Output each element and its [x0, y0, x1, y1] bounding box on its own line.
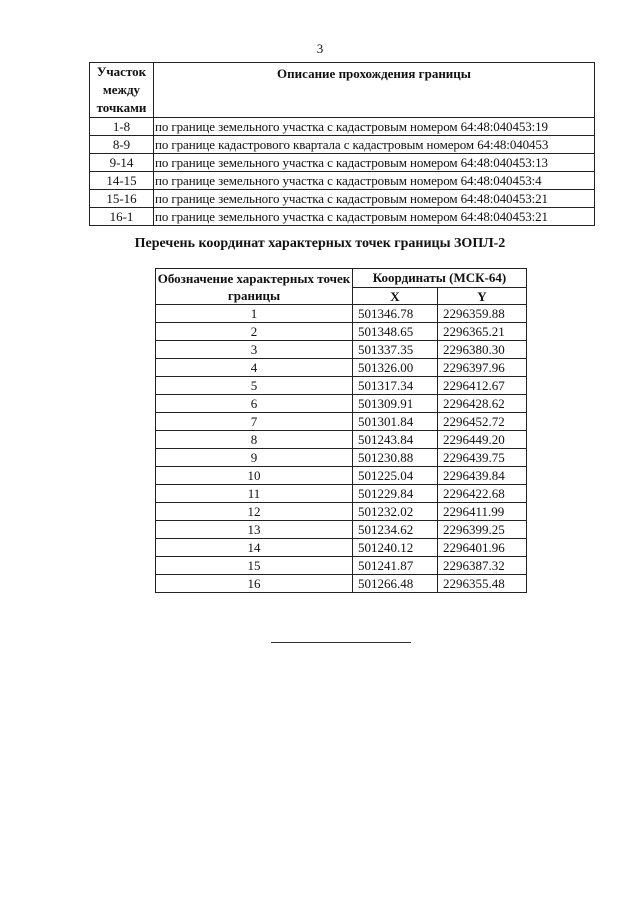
- description-cell: по границе земельного участка с кадастровым номером 64:48:040453:19: [154, 118, 595, 136]
- x-cell: 501266.48: [353, 575, 438, 593]
- point-header: Обозначение характерных точек границы: [156, 269, 353, 305]
- page-number: 3: [316, 41, 324, 56]
- description-cell: по границе кадастрового квартала с кадастровым номером 64:48:040453: [154, 136, 595, 154]
- table-row: [156, 305, 527, 323]
- table-row: [156, 521, 527, 539]
- segment-cell: 16-1: [90, 208, 154, 226]
- coordinates-table: [155, 268, 527, 593]
- y-cell: 2296422.68: [438, 485, 527, 503]
- table-row: [156, 377, 527, 395]
- y-cell: 2296452.72: [438, 413, 527, 431]
- table-row: [156, 413, 527, 431]
- segment-cell: 1-8: [90, 118, 154, 136]
- y-cell: 2296401.96: [438, 539, 527, 557]
- y-cell: 2296439.75: [438, 449, 527, 467]
- y-cell: 2296412.67: [438, 377, 527, 395]
- description-cell: по границе земельного участка с кадастровым номером 64:48:040453:21: [154, 190, 595, 208]
- description-header: Описание прохождения границы: [154, 63, 595, 118]
- table-row: [90, 208, 595, 226]
- x-cell: 501326.00: [353, 359, 438, 377]
- table-row: [90, 118, 595, 136]
- point-cell: 9: [156, 449, 353, 467]
- point-cell: 11: [156, 485, 353, 503]
- y-cell: 2296411.99: [438, 503, 527, 521]
- y-cell: 2296380.30: [438, 341, 527, 359]
- table-row: [156, 503, 527, 521]
- point-cell: 12: [156, 503, 353, 521]
- boundary-table-body: [90, 118, 595, 226]
- segment-cell: 8-9: [90, 136, 154, 154]
- x-cell: 501317.34: [353, 377, 438, 395]
- y-cell: 2296397.96: [438, 359, 527, 377]
- point-cell: 2: [156, 323, 353, 341]
- segment-cell: 14-15: [90, 172, 154, 190]
- table-row: [156, 341, 527, 359]
- table-row: [156, 449, 527, 467]
- table-row: [156, 467, 527, 485]
- segment-header: Участок между точками: [90, 63, 154, 118]
- x-cell: 501241.87: [353, 557, 438, 575]
- table-row: [90, 136, 595, 154]
- x-cell: 501225.04: [353, 467, 438, 485]
- coords-header: Координаты (МСК-64): [353, 269, 527, 288]
- x-cell: 501240.12: [353, 539, 438, 557]
- x-cell: 501232.02: [353, 503, 438, 521]
- table-row: [156, 485, 527, 503]
- y-cell: 2296359.88: [438, 305, 527, 323]
- coords-heading: Перечень координат характерных точек границы ЗОПЛ-2: [134, 236, 506, 251]
- table-row: [156, 539, 527, 557]
- point-cell: 15: [156, 557, 353, 575]
- table-row: [90, 172, 595, 190]
- x-cell: 501346.78: [353, 305, 438, 323]
- point-cell: 8: [156, 431, 353, 449]
- x-cell: 501309.91: [353, 395, 438, 413]
- footer-divider: [271, 642, 411, 643]
- x-cell: 501243.84: [353, 431, 438, 449]
- boundary-table: [89, 62, 595, 226]
- table-row: [156, 395, 527, 413]
- y-cell: 2296449.20: [438, 431, 527, 449]
- point-cell: 10: [156, 467, 353, 485]
- table-row: [90, 154, 595, 172]
- segment-cell: 9-14: [90, 154, 154, 172]
- x-cell: 501301.84: [353, 413, 438, 431]
- table-row: [156, 575, 527, 593]
- coordinates-table-body: [156, 305, 527, 593]
- segment-cell: 15-16: [90, 190, 154, 208]
- table-row: [90, 190, 595, 208]
- y-cell: 2296439.84: [438, 467, 527, 485]
- table-row: [156, 557, 527, 575]
- y-cell: 2296355.48: [438, 575, 527, 593]
- x-header: X: [353, 288, 438, 305]
- point-cell: 16: [156, 575, 353, 593]
- x-cell: 501234.62: [353, 521, 438, 539]
- point-cell: 14: [156, 539, 353, 557]
- x-cell: 501337.35: [353, 341, 438, 359]
- point-cell: 6: [156, 395, 353, 413]
- point-cell: 3: [156, 341, 353, 359]
- point-cell: 5: [156, 377, 353, 395]
- x-cell: 501348.65: [353, 323, 438, 341]
- x-cell: 501230.88: [353, 449, 438, 467]
- description-cell: по границе земельного участка с кадастровым номером 64:48:040453:21: [154, 208, 595, 226]
- point-cell: 1: [156, 305, 353, 323]
- table-row: [156, 323, 527, 341]
- point-cell: 13: [156, 521, 353, 539]
- point-cell: 7: [156, 413, 353, 431]
- description-cell: по границе земельного участка с кадастровым номером 64:48:040453:4: [154, 172, 595, 190]
- y-cell: 2296387.32: [438, 557, 527, 575]
- description-cell: по границе земельного участка с кадастровым номером 64:48:040453:13: [154, 154, 595, 172]
- y-cell: 2296399.25: [438, 521, 527, 539]
- table-row: [156, 431, 527, 449]
- y-cell: 2296365.21: [438, 323, 527, 341]
- y-cell: 2296428.62: [438, 395, 527, 413]
- table-row: [156, 359, 527, 377]
- x-cell: 501229.84: [353, 485, 438, 503]
- y-header: Y: [438, 288, 527, 305]
- point-cell: 4: [156, 359, 353, 377]
